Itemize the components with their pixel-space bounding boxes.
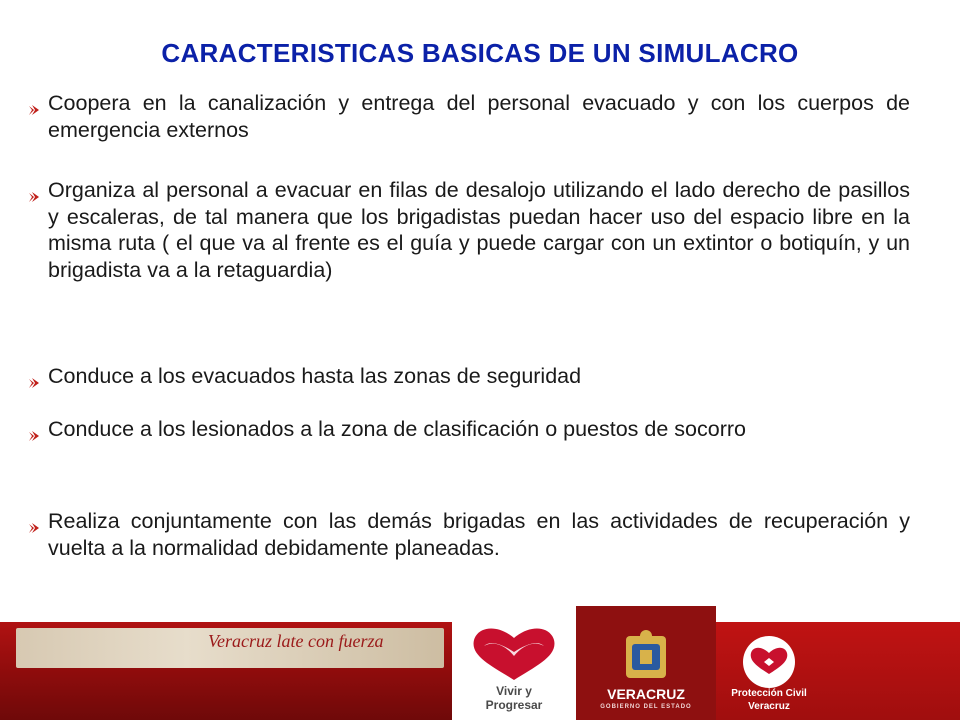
list-item — [28, 508, 910, 561]
proteccion-civil-logo — [716, 622, 960, 720]
slogan-text: Veracruz late con fuerza — [208, 631, 384, 651]
list-item — [28, 177, 910, 283]
bullet-text: Conduce a los lesionados a la zona de clasificación o puestos de socorro — [48, 417, 746, 441]
pc-line2: Veracruz — [748, 701, 790, 712]
list-item — [28, 90, 910, 143]
list-item — [28, 363, 910, 396]
veracruz-subtitle: GOBIERNO DEL ESTADO — [600, 704, 692, 710]
footer-banner — [0, 606, 960, 720]
list-item — [28, 416, 910, 449]
flag-bullet-icon — [28, 177, 48, 210]
slogan-band — [0, 622, 452, 720]
bullet-text: Realiza conjuntamente con las demás brigadas en las actividades de recuperación y vuelta a la normalidad debidamente planeadas. — [48, 509, 910, 560]
flag-bullet-icon — [28, 90, 48, 123]
veracruz-government-logo — [576, 606, 716, 720]
veracruz-name: VERACRUZ — [607, 686, 685, 702]
flag-bullet-icon — [28, 508, 48, 541]
flag-bullet-icon — [28, 416, 48, 449]
vivir-label-line2: Progresar — [485, 698, 543, 712]
bullet-text: Organiza al personal a evacuar en filas de desalojo utilizando el lado derecho de pasillos y escaleras, de tal manera que los brigadistas puedan hacer uso del espacio libre en la misma ruta ( el que va al frente es el guía y puede cargar con un extintor o botiquín, y un brigadista va a la retaguardia) — [48, 178, 910, 282]
pc-line1: Protección Civil — [731, 688, 807, 699]
coat-of-arms-icon — [576, 606, 716, 720]
vivir-y-progresar-logo — [452, 622, 576, 720]
vivir-label-line1: Vivir y — [496, 684, 532, 698]
slide-title: CARACTERISTICAS BASICAS DE UN SIMULACRO — [161, 38, 799, 68]
bullet-text: Coopera en la canalización y entrega del personal evacuado y con los cuerpos de emergencia externos — [48, 91, 910, 142]
flag-bullet-icon — [28, 363, 48, 396]
bullet-text: Conduce a los evacuados hasta las zonas de seguridad — [48, 364, 582, 388]
